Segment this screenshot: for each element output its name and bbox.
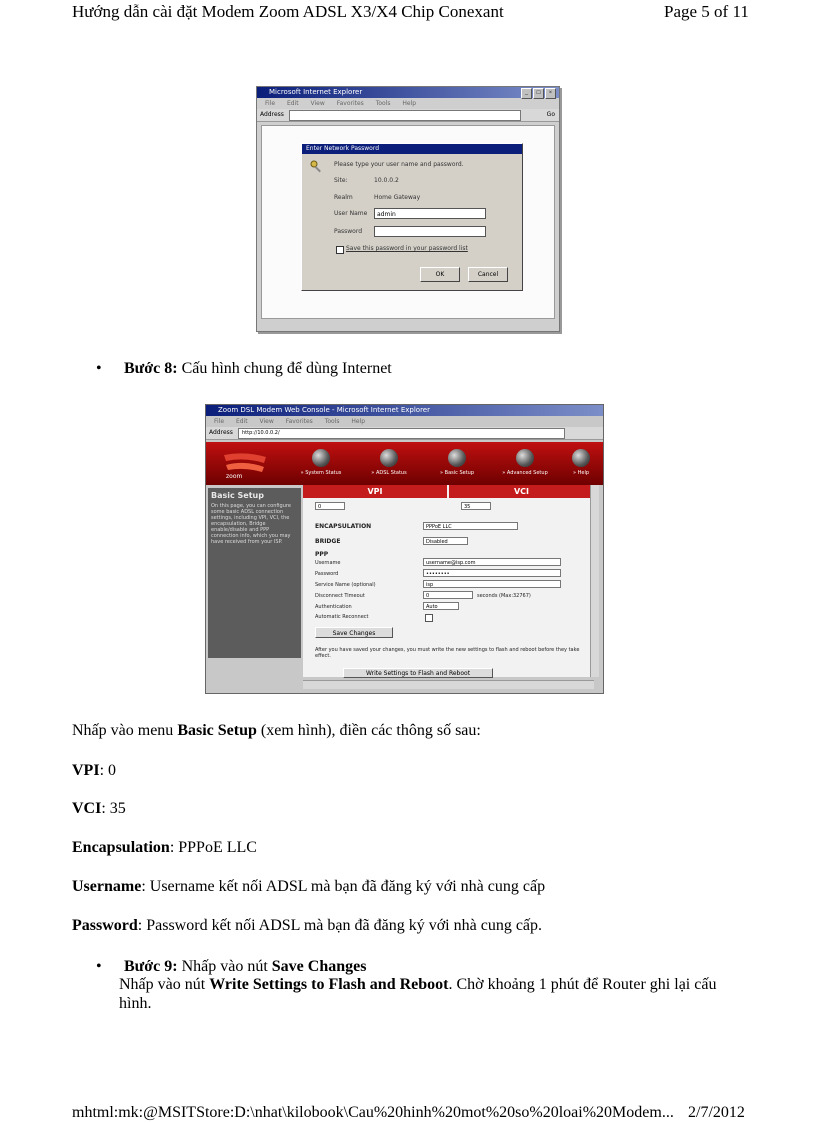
address-bar [257, 109, 559, 122]
ok-button: OK [420, 267, 460, 282]
menu-favorites: Favorites [285, 418, 313, 425]
vci-input: 35 [461, 502, 491, 510]
adsl-icon [380, 449, 398, 467]
step9-text1-bold: Save Changes [271, 958, 367, 975]
step9-text2-post: . Chờ khoảng 1 phút để Router ghi lại cấu [448, 976, 717, 993]
auto-reconnect-label: Automatic Reconnect [315, 614, 369, 620]
menu-edit: Edit [235, 418, 248, 425]
cancel-button: Cancel [468, 267, 508, 282]
console-nav-bar [206, 442, 603, 485]
password-value: : Password kết nối ADSL mà bạn đã đăng ký với nhà cung cấp. [137, 917, 543, 934]
step9-text2-bold: Write Settings to Flash and Reboot [209, 976, 449, 993]
vci-value: : 35 [101, 800, 126, 817]
menu-view: View [310, 100, 325, 107]
disconnect-timeout-unit: seconds (Max:32767) [477, 593, 531, 599]
basic-setup-icon [448, 449, 466, 467]
minimize-icon: _ [521, 88, 532, 99]
sidebar-description: On this page, you can configure some basic ADSL connection settings, including VPI, VCI, the encapsulation, Bridge enable/disable and PPP connection info, which you may have received from your ISP. [211, 503, 291, 545]
horizontal-scrollbar [303, 680, 594, 689]
ie-content-area [261, 125, 555, 319]
password-label: Password [72, 917, 138, 934]
vpi-header: VPI [303, 485, 447, 498]
dialog-title: Enter Network Password [302, 144, 522, 154]
menu-view: View [259, 418, 274, 425]
nav-label: » System Status [300, 470, 342, 476]
go-label: Go [546, 111, 555, 118]
menu-file: File [214, 418, 225, 425]
menu-favorites: Favorites [336, 100, 364, 107]
address-input [289, 110, 521, 121]
username-label: User Name [334, 210, 368, 217]
menu-help: Help [351, 418, 366, 425]
console-menu-bar [206, 416, 603, 427]
reboot-note: After you have saved your changes, you must write the new settings to flash and reboot before they take effect. [315, 647, 580, 659]
address-label: Address [209, 429, 233, 436]
bridge-label: BRIDGE [315, 538, 341, 545]
step9-label: Bước 9: [124, 958, 178, 975]
console-window-title: Zoom DSL Modem Web Console - Microsoft Internet Explorer [206, 405, 603, 416]
page-number: Page 5 of 11 [664, 2, 749, 21]
site-value: 10.0.0.2 [374, 177, 399, 184]
bridge-select: Disabled [423, 537, 468, 545]
sidebar [208, 488, 301, 658]
status-icon [312, 449, 330, 467]
close-icon: × [545, 88, 556, 99]
key-icon [310, 160, 324, 174]
network-password-dialog [301, 143, 523, 291]
address-label: Address [260, 111, 284, 118]
nav-label: » ADSL Status [371, 470, 407, 476]
disconnect-timeout-input: 0 [423, 591, 473, 599]
username-input: username@isp.com [423, 558, 561, 566]
intro-post: (xem hình), điền các thông số sau: [256, 722, 481, 739]
encapsulation-label: Encapsulation [72, 839, 170, 856]
password-label: Password [315, 571, 339, 577]
service-name-input: isp [423, 580, 561, 588]
footer-path: mhtml:mk:@MSITStore:D:\nhat\kilobook\Cau%20hinh%20mot%20so%20loai%20Modem... [72, 1104, 674, 1121]
zoom-logo-text: zoom [226, 473, 243, 480]
intro-paragraph [72, 722, 481, 740]
menu-help: Help [402, 100, 417, 107]
encapsulation-label: ENCAPSULATION [315, 523, 372, 530]
nav-system-status [286, 449, 356, 476]
username-value: : Username kết nối ADSL mà bạn đã đăng ký với nhà cung cấp [141, 878, 546, 895]
login-dialog-screenshot [256, 86, 560, 332]
nav-label: » Advanced Setup [502, 470, 548, 476]
window-controls [521, 88, 556, 99]
vpi-value: : 0 [99, 762, 117, 779]
address-value: http://10.0.0.2/ [238, 428, 565, 439]
username-label: Username [315, 560, 341, 566]
dialog-prompt: Please type your user name and password. [334, 161, 464, 168]
bullet-icon: • [96, 360, 102, 377]
step9-line1 [124, 958, 366, 976]
step8-text [124, 360, 392, 378]
write-flash-reboot-button: Write Settings to Flash and Reboot [343, 668, 493, 678]
auto-reconnect-checkbox [425, 614, 433, 622]
menu-tools: Tools [375, 100, 391, 107]
step9-text1-pre: Nhấp vào nút [177, 958, 272, 975]
menu-tools: Tools [324, 418, 340, 425]
sidebar-title: Basic Setup [211, 491, 264, 500]
nav-adsl-status [354, 449, 424, 476]
basic-setup-form [303, 485, 594, 677]
nav-help [546, 449, 604, 476]
save-password-checkbox [336, 246, 344, 254]
advanced-icon [516, 449, 534, 467]
bullet-icon: • [96, 958, 102, 975]
vertical-scrollbar [590, 485, 599, 677]
ie-window-title: Microsoft Internet Explorer [257, 87, 559, 98]
realm-label: Realm [334, 194, 353, 201]
realm-value: Home Gateway [374, 194, 421, 201]
console-address-bar [206, 427, 603, 440]
vci-header: VCI [449, 485, 594, 498]
web-console-screenshot [205, 404, 604, 694]
step9-line3: hình. [119, 995, 152, 1012]
password-line [72, 917, 542, 935]
ie-menu-bar [257, 98, 559, 109]
vci-label: VCI [72, 800, 102, 817]
step8-label: Bước 8: [124, 360, 178, 377]
username-line [72, 878, 545, 896]
document-title: Hướng dẫn cài đặt Modem Zoom ADSL X3/X4 Chip Conexant [72, 2, 504, 21]
intro-pre: Nhấp vào menu [72, 722, 178, 739]
vpi-label: VPI [72, 762, 100, 779]
username-label: Username [72, 878, 142, 895]
footer-date: 2/7/2012 [688, 1104, 745, 1121]
encapsulation-value: : PPPoE LLC [169, 839, 257, 856]
menu-edit: Edit [286, 100, 299, 107]
disconnect-timeout-label: Disconnect Timeout [315, 593, 365, 599]
nav-label: » Help [572, 470, 590, 476]
maximize-icon: □ [533, 88, 544, 99]
menu-file: File [265, 100, 276, 107]
help-icon [572, 449, 590, 467]
site-label: Site: [334, 177, 348, 184]
vpi-line [72, 762, 116, 780]
vci-line [72, 800, 126, 818]
encapsulation-select: PPPoE LLC [423, 522, 518, 530]
vpi-input: 0 [315, 502, 345, 510]
encapsulation-line [72, 839, 257, 857]
step9-text2-pre: Nhấp vào nút [119, 976, 210, 993]
ppp-label: PPP [315, 551, 329, 558]
step8-desc: Cấu hình chung để dùng Internet [177, 360, 392, 377]
nav-label: » Basic Setup [439, 470, 475, 476]
service-name-label: Service Name (optional) [315, 582, 376, 588]
save-password-label: Save this password in your password list [346, 245, 468, 252]
username-input: admin [374, 208, 486, 219]
password-label: Password [334, 228, 363, 235]
intro-bold: Basic Setup [177, 722, 257, 739]
step9-line2 [119, 976, 716, 994]
save-changes-button: Save Changes [315, 627, 393, 638]
password-input: •••••••• [423, 569, 561, 577]
password-input [374, 226, 486, 237]
authentication-label: Authentication [315, 604, 352, 610]
nav-basic-setup [422, 449, 492, 476]
authentication-select: Auto [423, 602, 459, 610]
